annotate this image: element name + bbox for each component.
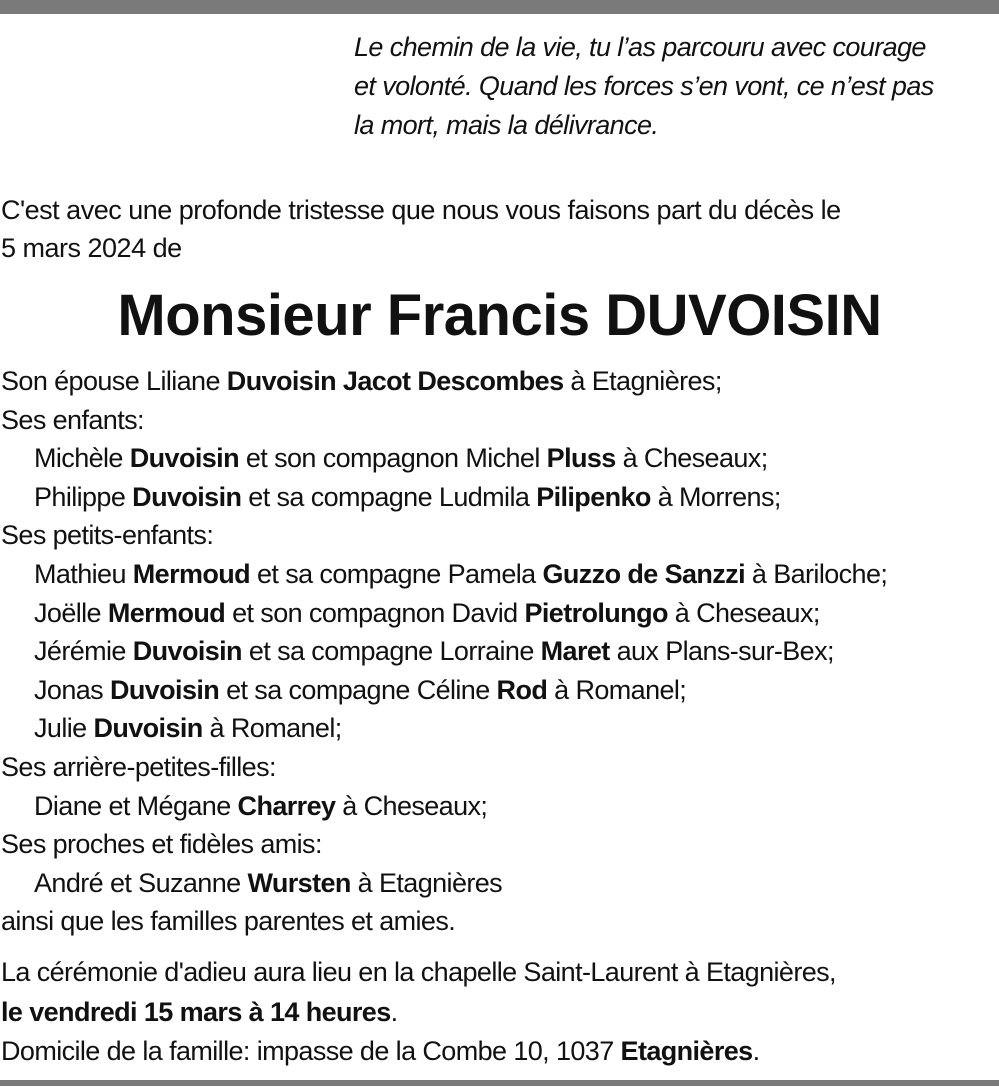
- quote-line: Le chemin de la vie, tu l’as parcouru avec courage: [354, 32, 926, 62]
- grandchild-line: Mathieu Mermoud et sa compagne Pamela Guzzo de Sanzzi à Bariloche;: [34, 558, 888, 589]
- great-grandchild-line: Diane et Mégane Charrey à Cheseaux;: [34, 790, 488, 821]
- intro-line: C'est avec une profonde tristesse que nous vous faisons part du décès le: [1, 195, 841, 225]
- grandchild-line: Jérémie Duvoisin et sa compagne Lorraine Maret aux Plans-sur-Bex;: [34, 636, 834, 667]
- grandchild-line: Jonas Duvoisin et sa compagne Céline Rod à Romanel;: [34, 674, 687, 705]
- ceremony-info: [1, 953, 999, 1072]
- closing-line: ainsi que les familles parentes et amies.: [1, 906, 456, 937]
- quote-line: la mort, mais la délivrance.: [354, 110, 659, 140]
- grandchild-line: Joëlle Mermoud et son compagnon David Pietrolungo à Cheseaux;: [34, 597, 820, 628]
- grandchild-line: Julie Duvoisin à Romanel;: [34, 713, 342, 744]
- family-domicile: Domicile de la famille: impasse de la Combe 10, 1037 Etagnières.: [1, 1036, 760, 1066]
- child-line: Michèle Duvoisin et son compagnon Michel Pluss à Cheseaux;: [34, 443, 768, 474]
- great-grandchildren-header: Ses arrière-petites-filles:: [1, 751, 276, 782]
- spouse-line: Son épouse Liliane Duvoisin Jacot Descombes à Etagnières;: [1, 366, 722, 396]
- epigraph-quote: [354, 28, 999, 145]
- deceased-name: Monsieur Francis DUVOISIN: [117, 283, 882, 348]
- ceremony-date: le vendredi 15 mars à 14 heures.: [1, 996, 398, 1027]
- child-line: Philippe Duvoisin et sa compagne Ludmila Pilipenko à Morrens;: [34, 481, 781, 512]
- children-header: Ses enfants:: [1, 404, 144, 435]
- friends-header: Ses proches et fidèles amis:: [1, 829, 322, 860]
- ceremony-location: La cérémonie d'adieu aura lieu en la chapelle Saint-Laurent à Etagnières,: [1, 957, 836, 987]
- intro-line: 5 mars 2024 de: [1, 233, 182, 263]
- top-rule: [0, 0, 999, 14]
- grandchildren-header: Ses petits-enfants:: [1, 520, 214, 551]
- friend-line: André et Suzanne Wursten à Etagnières: [34, 867, 503, 898]
- family-list: [1, 362, 999, 941]
- bottom-rule: [0, 1080, 999, 1086]
- quote-line: et volonté. Quand les forces s’en vont, ce n’est pas: [354, 71, 934, 101]
- announcement-intro: [1, 191, 991, 267]
